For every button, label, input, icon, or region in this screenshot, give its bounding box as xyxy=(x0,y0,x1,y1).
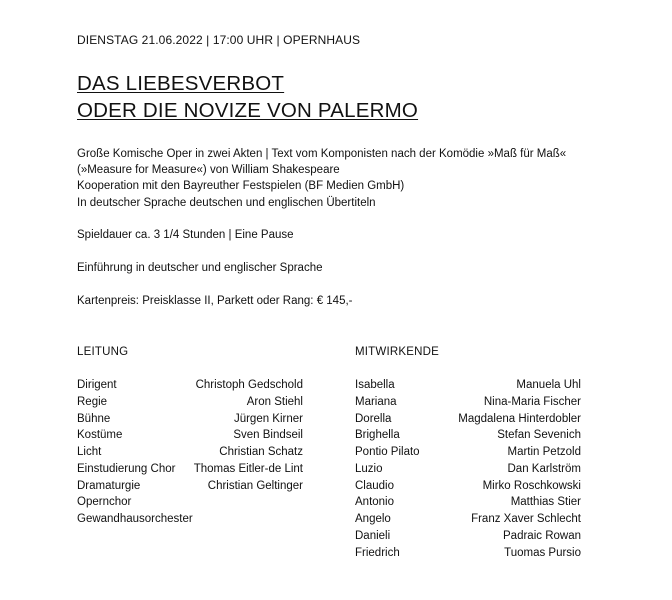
mitwirkende-performer: Padraic Rowan xyxy=(503,529,581,542)
mitwirkende-row xyxy=(355,511,581,528)
mitwirkende-row xyxy=(355,528,581,545)
mitwirkende-row xyxy=(355,478,581,495)
mitwirkende-role: Friedrich xyxy=(355,546,400,559)
mitwirkende-row xyxy=(355,411,581,428)
mitwirkende-role: Angelo xyxy=(355,513,391,525)
description-line-4: In deutscher Sprache deutschen und englischen Übertiteln xyxy=(77,196,376,209)
mitwirkende-role: Claudio xyxy=(355,479,394,492)
event-description xyxy=(77,146,637,211)
leitung-row xyxy=(77,377,303,394)
leitung-performer: Sven Bindseil xyxy=(233,429,303,442)
mitwirkende-role: Brighella xyxy=(355,429,400,442)
leitung-row xyxy=(77,444,303,461)
price-text: Kartenpreis: Preisklasse II, Parkett oder Rang: € 145,- xyxy=(77,295,353,307)
mitwirkende-row xyxy=(355,461,581,478)
leitung-role: Gewandhausorchester xyxy=(77,513,193,525)
leitung-row xyxy=(77,511,303,528)
mitwirkende-role: Dorella xyxy=(355,412,392,425)
leitung-row xyxy=(77,411,303,428)
leitung-row xyxy=(77,461,303,478)
mitwirkende-heading: MITWIRKENDE xyxy=(355,346,439,358)
mitwirkende-row xyxy=(355,545,581,562)
leitung-performer: Aron Stiehl xyxy=(246,395,303,408)
leitung-row xyxy=(77,494,303,511)
title-line-1: DAS LIEBESVERBOT xyxy=(77,72,285,95)
description-line-2: (»Measure for Measure«) von William Shakespeare xyxy=(77,164,340,177)
title-line-2: ODER DIE NOVIZE VON PALERMO xyxy=(77,99,419,122)
leitung-list xyxy=(77,377,303,528)
mitwirkende-role: Pontio Pilato xyxy=(355,446,420,458)
mitwirkende-row xyxy=(355,494,581,511)
mitwirkende-role: Isabella xyxy=(355,379,395,391)
leitung-role: Kostüme xyxy=(77,429,123,442)
leitung-role: Einstudierung Chor xyxy=(77,462,176,475)
mitwirkende-row xyxy=(355,444,581,461)
mitwirkende-row xyxy=(355,377,581,394)
mitwirkende-list xyxy=(355,377,581,561)
description-line-1: Große Komische Oper in zwei Akten | Text vom Komponisten nach der Komödie »Maß für Maß« xyxy=(77,148,567,160)
leitung-role: Dirigent xyxy=(77,379,117,391)
mitwirkende-role: Mariana xyxy=(355,395,397,408)
leitung-performer: Jürgen Kirner xyxy=(233,412,303,425)
description-line-3: Kooperation mit den Bayreuther Festspielen (BF Medien GmbH) xyxy=(77,180,405,193)
leitung-heading: LEITUNG xyxy=(77,346,129,358)
mitwirkende-performer: Dan Karlström xyxy=(507,462,581,475)
mitwirkende-performer: Matthias Stier xyxy=(510,496,581,509)
mitwirkende-row xyxy=(355,394,581,411)
mitwirkende-performer: Franz Xaver Schlecht xyxy=(471,513,581,525)
introduction-text: Einführung in deutscher und englischer Sprache xyxy=(77,262,323,274)
mitwirkende-role: Luzio xyxy=(355,462,383,475)
mitwirkende-performer: Nina-Maria Fischer xyxy=(483,395,581,408)
duration-text: Spieldauer ca. 3 1/4 Stunden | Eine Pause xyxy=(77,229,294,241)
leitung-role: Opernchor xyxy=(77,496,132,509)
page-title xyxy=(77,70,418,124)
mitwirkende-role: Antonio xyxy=(355,496,395,509)
leitung-row xyxy=(77,427,303,444)
leitung-role: Bühne xyxy=(77,412,111,425)
leitung-role: Regie xyxy=(77,395,108,408)
leitung-performer: Christian Schatz xyxy=(219,446,303,458)
mitwirkende-performer: Tuomas Pursio xyxy=(504,546,581,559)
leitung-row xyxy=(77,478,303,495)
leitung-role: Licht xyxy=(77,446,102,458)
leitung-performer: Thomas Eitler-de Lint xyxy=(193,462,303,475)
leitung-row xyxy=(77,394,303,411)
event-meta-line: DIENSTAG 21.06.2022 | 17:00 UHR | OPERNHAUS xyxy=(77,33,361,47)
leitung-performer: Christian Geltinger xyxy=(207,479,303,492)
mitwirkende-row xyxy=(355,427,581,444)
mitwirkende-performer: Martin Petzold xyxy=(507,446,581,458)
mitwirkende-performer: Mirko Roschkowski xyxy=(482,479,581,492)
mitwirkende-role: Danieli xyxy=(355,529,391,542)
leitung-performer: Christoph Gedschold xyxy=(195,379,303,391)
mitwirkende-performer: Manuela Uhl xyxy=(516,379,581,391)
leitung-role: Dramaturgie xyxy=(77,479,141,492)
mitwirkende-performer: Stefan Sevenich xyxy=(497,429,581,442)
mitwirkende-performer: Magdalena Hinterdobler xyxy=(458,412,581,425)
